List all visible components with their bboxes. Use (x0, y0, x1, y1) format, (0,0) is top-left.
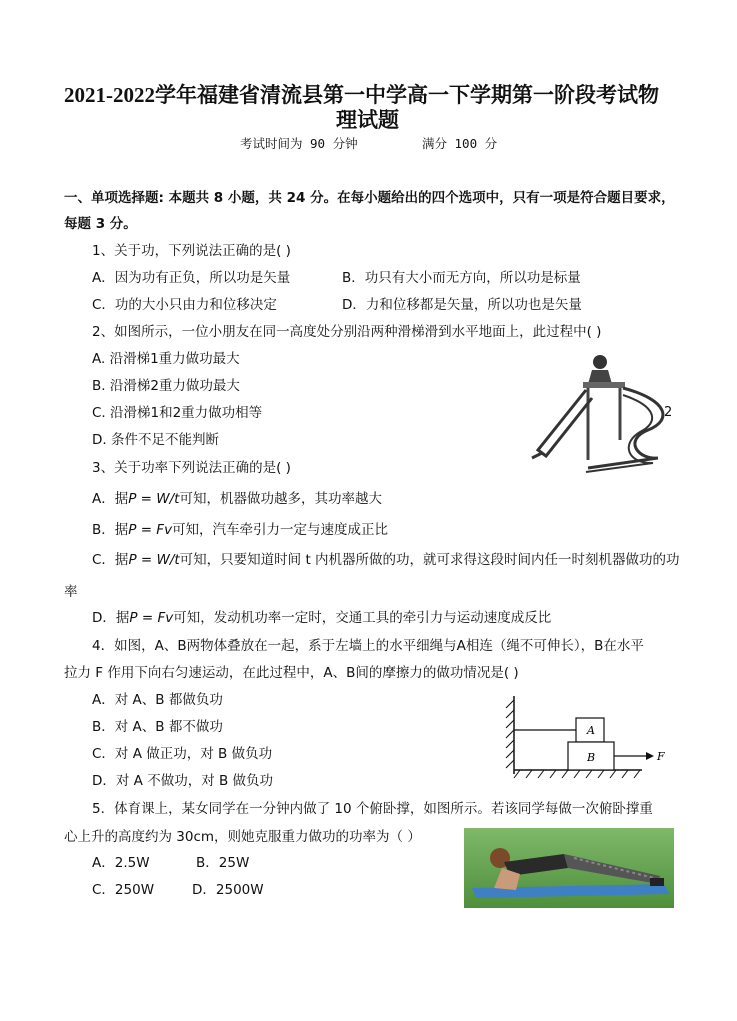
question-4-option-a: A．对 A、B 都做负功 (92, 692, 223, 708)
question-1-stem: 1、关于功，下列说法正确的是( ) (92, 243, 291, 259)
option-b-formula: P = Fv (128, 522, 173, 538)
section-heading-line2: 每题 3 分。 (64, 216, 137, 232)
question-4-option-b: B．对 A、B 都不做功 (92, 719, 223, 735)
question-1-option-b: B．功只有大小而无方向，所以功是标量 (342, 270, 581, 286)
option-c-prefix: C．据 (92, 552, 129, 568)
wall-hatching (506, 700, 514, 768)
option-a-formula: P = W/t (128, 491, 180, 507)
person-shoe (650, 878, 664, 886)
full-score: 满分 100 分 (422, 136, 498, 151)
child-head (593, 355, 607, 369)
question-2-option-b: B. 沿滑梯2重力做功最大 (92, 378, 240, 394)
ground-hatching (514, 770, 640, 778)
option-b-text: 可知，汽车牵引力一定与速度成正比 (172, 522, 389, 538)
block-b-label: B (587, 751, 596, 764)
question-5-option-c: C．250W (92, 882, 155, 898)
force-arrowhead (646, 752, 654, 760)
question-3-option-c-cont: 率 (64, 584, 78, 600)
slide-2 (588, 388, 663, 468)
slide-2-label: 2 (664, 405, 673, 420)
question-3-option-b (92, 518, 388, 538)
question-3-stem: 3、关于功率下列说法正确的是( ) (92, 460, 291, 476)
question-5-option-d: D．2500W (192, 882, 264, 898)
question-5-stem-line1: 5．体育课上，某女同学在一分钟内做了 10 个俯卧撑，如图所示。若该同学每做一次俯卧撑重 (92, 801, 653, 817)
option-a-prefix: A．据 (92, 491, 129, 507)
slide-1-end (532, 453, 542, 458)
question-2-option-d: D. 条件不足不能判断 (92, 432, 219, 448)
section-heading-line1: 一、单项选择题: 本题共 8 小题，共 24 分。在每小题给出的四个选项中，只有一项是符合题目要求， (64, 190, 675, 206)
slide-platform (583, 382, 625, 388)
pushup-photo (464, 828, 674, 908)
option-c-formula: P = W/t (128, 552, 180, 568)
exam-time: 考试时间为 90 分钟 (240, 136, 358, 151)
option-a-text: 可知，机器做功越多，其功率越大 (179, 491, 382, 507)
question-2-option-c: C. 沿滑梯1和2重力做功相等 (92, 405, 263, 421)
pushup-photo-drawing (464, 828, 674, 908)
question-4-option-d: D．对 A 不做功，对 B 做负功 (92, 773, 274, 789)
question-2-option-a: A. 沿滑梯1重力做功最大 (92, 351, 240, 367)
block-a-label: A (587, 724, 595, 737)
question-3-option-c (92, 548, 680, 568)
option-b-prefix: B．据 (92, 522, 129, 538)
slide-figure (528, 350, 678, 475)
force-label: F (657, 750, 665, 763)
question-1-option-a: A．因为功有正负，所以功是矢量 (92, 270, 291, 286)
question-5-option-b: B．25W (196, 855, 250, 871)
blocks-figure (500, 694, 670, 780)
slide-1 (538, 390, 592, 456)
question-3-option-d (92, 606, 551, 626)
question-2-stem: 2、如图所示，一位小朋友在同一高度处分别沿两种滑梯滑到水平地面上，此过程中( ) (92, 324, 602, 340)
exam-title-line1: 2021-2022学年福建省清流县第一中学高一下学期第一阶段考试物 (64, 83, 659, 107)
exam-title-line2: 理试题 (336, 108, 399, 132)
question-1-option-d: D．力和位移都是矢量，所以功也是矢量 (342, 297, 582, 313)
question-5-option-a: A．2.5W (92, 855, 150, 871)
option-d-prefix: D．据 (92, 610, 130, 626)
question-4-stem-line1: 4．如图，A、B两物体叠放在一起，系于左墙上的水平细绳与A相连（绳不可伸长），B在水平 (92, 638, 644, 654)
child-body (588, 370, 612, 384)
question-4-option-c: C．对 A 做正功，对 B 做负功 (92, 746, 273, 762)
question-5-stem-line2: 心上升的高度约为 30cm，则她克服重力做功的功率为（ ） (64, 829, 421, 845)
option-d-formula: P = Fv (129, 610, 174, 626)
question-4-stem-line2: 拉力 F 作用下向右匀速运动，在此过程中，A、B间的摩擦力的做功情况是( ) (64, 665, 519, 681)
question-3-option-a (92, 487, 382, 507)
question-1-option-c: C．功的大小只由力和位移决定 (92, 297, 277, 313)
option-d-text: 可知，发动机功率一定时，交通工具的牵引力与运动速度成反比 (173, 610, 552, 626)
option-c-text: 可知，只要知道时间 t 内机器所做的功，就可求得这段时间内任一时刻机器做功的功 (179, 552, 680, 568)
